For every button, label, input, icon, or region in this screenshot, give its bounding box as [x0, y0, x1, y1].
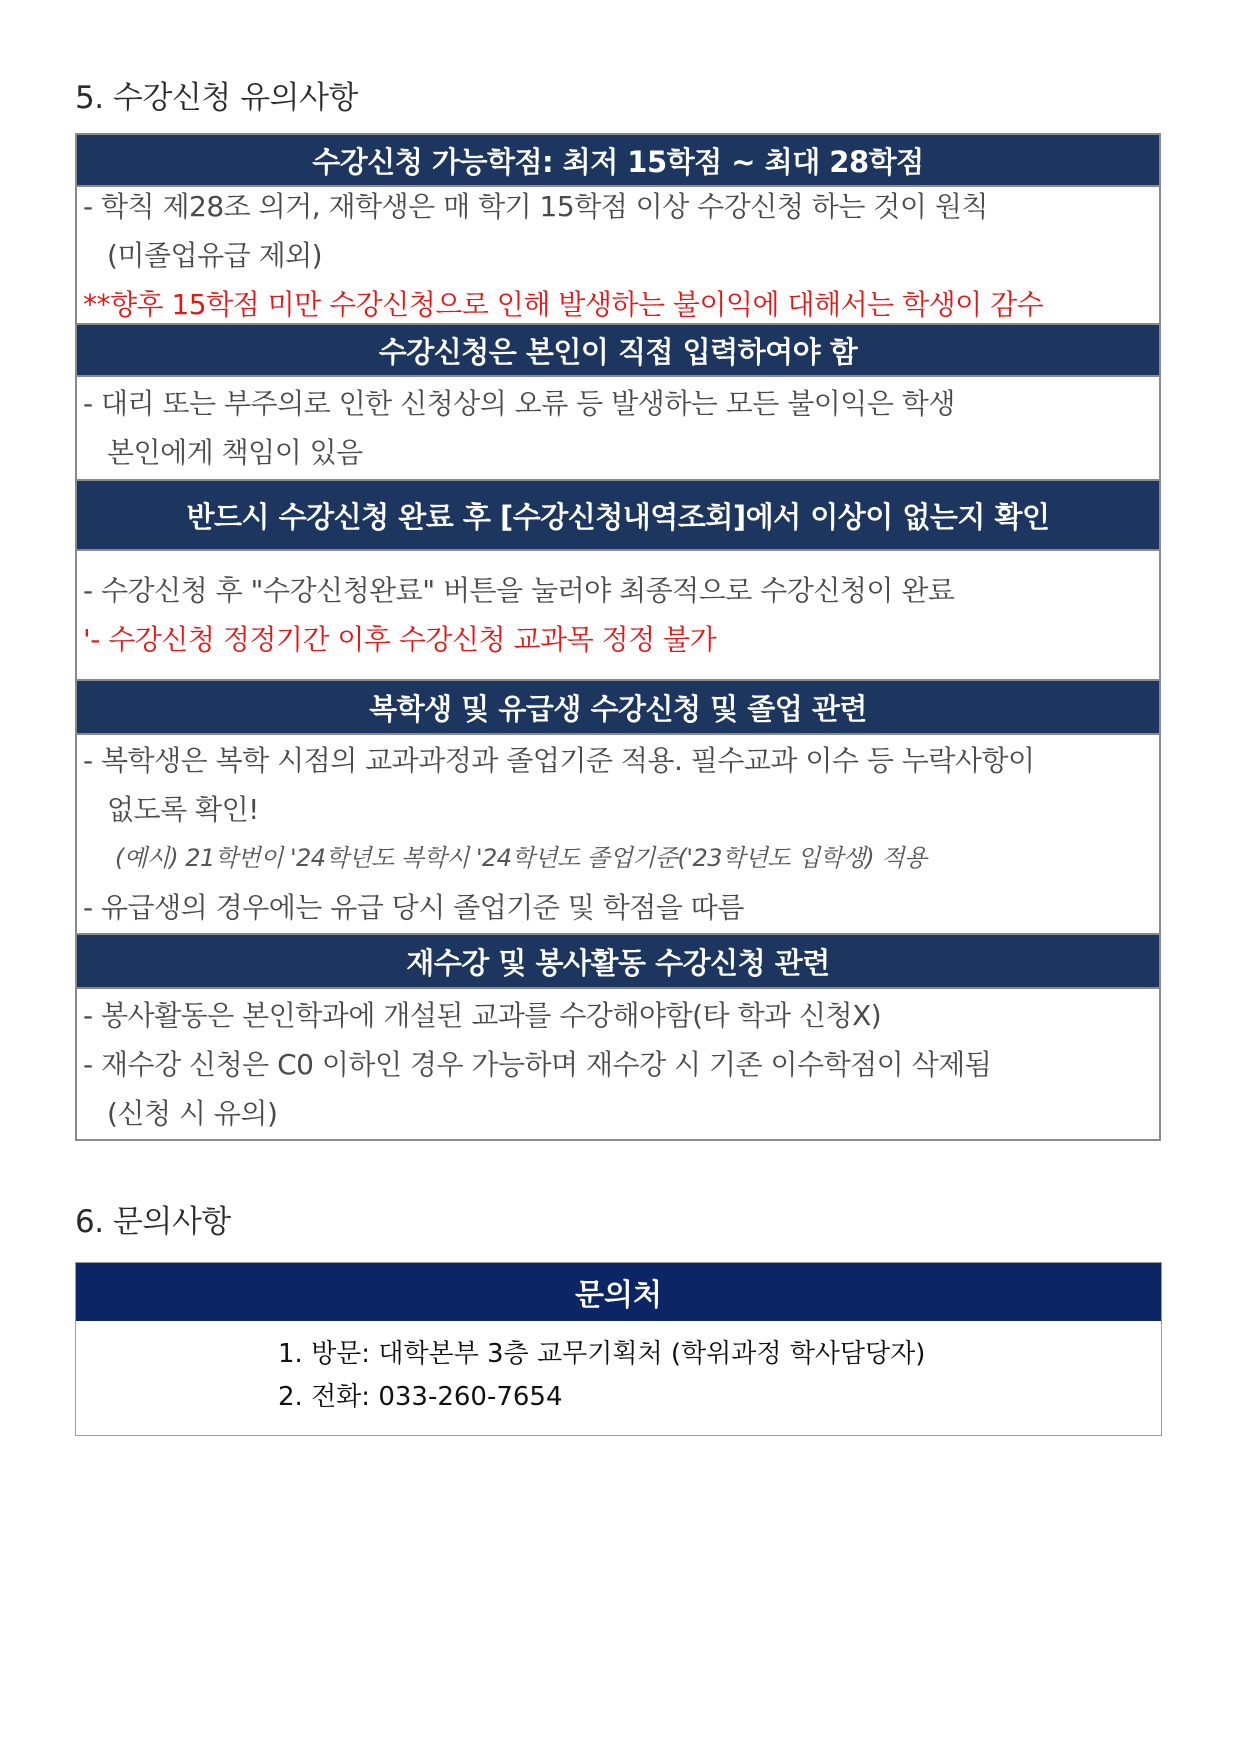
warning-line: '- 수강신청 정정기간 이후 수강신청 교과목 정정 불가 — [83, 623, 717, 656]
notice-body-retake — [77, 989, 1159, 1139]
notice-line: 본인에게 책임이 있음 — [107, 436, 363, 469]
contact-body — [76, 1321, 1161, 1419]
notice-body-returning — [77, 735, 1159, 935]
section-5-title: 5. 수강신청 유의사항 — [75, 80, 358, 116]
example-line: (예시) 21학번이 '24학년도 복학시 '24학년도 졸업기준('23학년도 입학생) 적용 — [115, 844, 927, 872]
notice-body-credits — [77, 187, 1159, 325]
contact-header: 문의처 — [76, 1263, 1161, 1321]
contact-visit: 1. 방문: 대학본부 3층 교무기획처 (학위과정 학사담당자) — [278, 1339, 926, 1369]
notice-header-returning: 복학생 및 유급생 수강신청 및 졸업 관련 — [77, 681, 1159, 735]
contact-table — [75, 1262, 1162, 1436]
notice-body-confirm — [77, 551, 1159, 681]
notice-header-confirm: 반드시 수강신청 완료 후 [수강신청내역조회]에서 이상이 없는지 확인 — [77, 481, 1159, 551]
notice-line: (미졸업유급 제외) — [107, 238, 323, 272]
contact-phone: 2. 전화: 033-260-7654 — [278, 1382, 563, 1412]
notice-line: 없도록 확인! — [107, 793, 259, 826]
notice-line: - 학칙 제28조 의거, 재학생은 매 학기 15학점 이상 수강신청 하는 것이 원칙 — [83, 189, 988, 223]
notice-line: - 유급생의 경우에는 유급 당시 졸업기준 및 학점을 따름 — [83, 891, 744, 924]
warning-line: **향후 15학점 미만 수강신청으로 인해 발생하는 불이익에 대해서는 학생이 감수 — [83, 287, 1044, 321]
notice-header-self-entry: 수강신청은 본인이 직접 입력하여야 함 — [77, 325, 1159, 377]
notice-line: - 복학생은 복학 시점의 교과과정과 졸업기준 적용. 필수교과 이수 등 누락사항이 — [83, 744, 1035, 777]
notice-line: - 봉사활동은 본인학과에 개설된 교과를 수강해야함(타 학과 신청X) — [83, 998, 882, 1032]
section-6-title: 6. 문의사항 — [75, 1204, 231, 1240]
notice-line: - 재수강 신청은 C0 이하인 경우 가능하며 재수강 시 기존 이수학점이 삭제됨 — [83, 1047, 992, 1081]
notice-line: - 수강신청 후 "수강신청완료" 버튼을 눌러야 최종적으로 수강신청이 완료 — [83, 574, 955, 607]
notice-body-self-entry — [77, 377, 1159, 481]
notice-line: (신청 시 유의) — [107, 1096, 278, 1130]
notice-header-credits: 수강신청 가능학점: 최저 15학점 ~ 최대 28학점 — [77, 135, 1159, 187]
notice-table — [75, 133, 1161, 1141]
notice-line: - 대리 또는 부주의로 인한 신청상의 오류 등 발생하는 모든 불이익은 학생 — [83, 387, 955, 420]
notice-header-retake: 재수강 및 봉사활동 수강신청 관련 — [77, 935, 1159, 989]
